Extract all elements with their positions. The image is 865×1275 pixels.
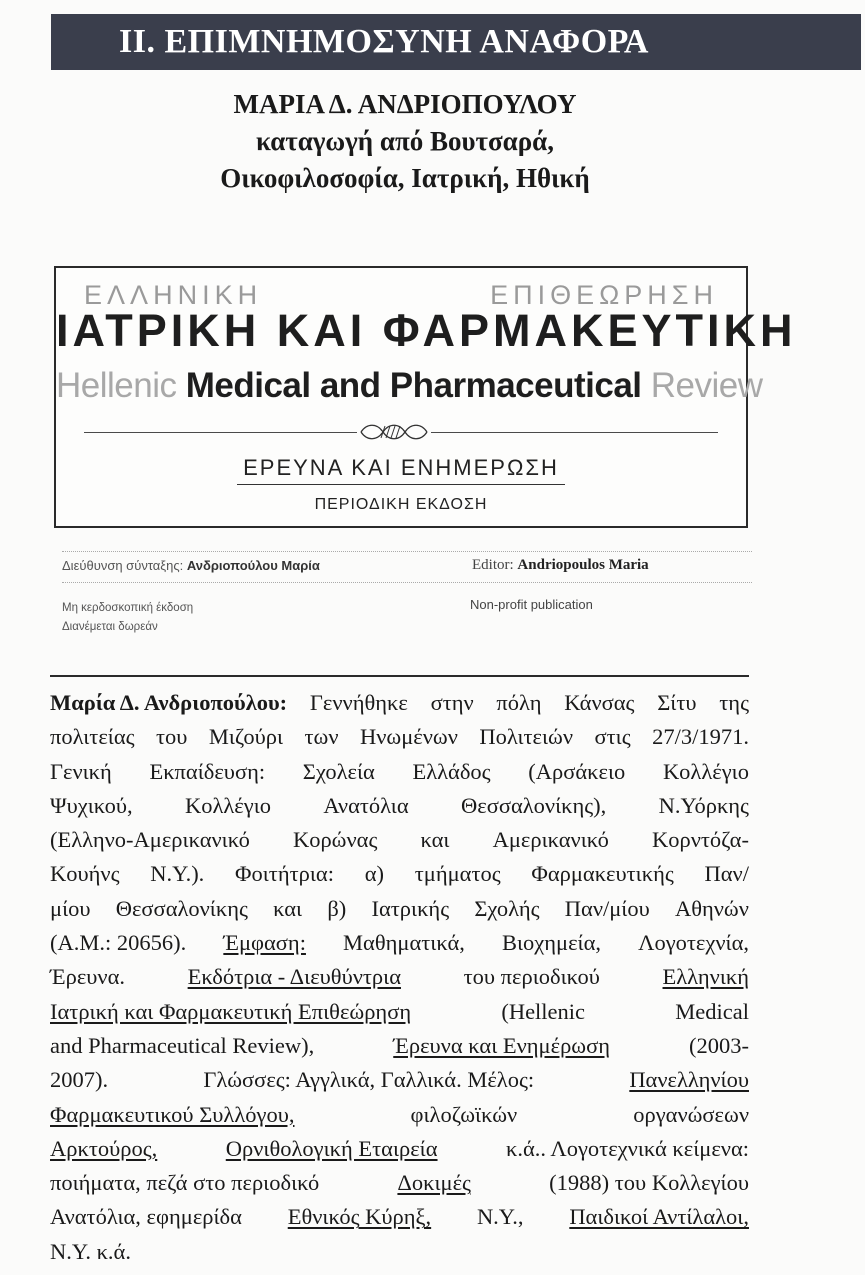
editor-english [472,557,649,574]
journal-subtitle-wrap [56,454,746,485]
journal-eng-left: Hellenic [56,366,177,405]
journal-top-right: ΕΠΙΘΕΩΡΗΣΗ [490,280,718,310]
bio-underlined-text: Ιατρική και Φαρμακευτική Επιθεώρηση [50,998,412,1024]
bio-word: Ν.Υόρκης [658,792,749,818]
bio-text: Ν.Υ. κ.ά. [50,1238,131,1264]
bio-line [50,789,749,823]
nonprofit-english: Non-profit publication [470,597,593,612]
editor-english-name: Andriopoulos Maria [517,557,649,573]
bio-line [50,892,749,926]
bio-text: Γλώσσες: Αγγλικά, Γαλλικά. Μέλος: [203,1067,535,1093]
bio-line [50,823,749,857]
section-title-bar [51,14,861,70]
bio-word: Ηνωμένων [359,724,458,750]
bio-word: Ν.Υ.). [150,861,205,887]
bio-text: φιλοζωϊκών [410,1101,518,1127]
bio-word: Αμερικανικό [492,827,609,853]
bio-word: πόλη [496,690,542,715]
bio-text: (Hellenic [501,998,586,1024]
bio-line [50,686,749,720]
bio-text: Medical [675,998,749,1024]
bio-underlined-text: Εκδότρια - Διευθύντρια [187,964,401,990]
bio-word: Ελλάδος [412,758,491,784]
journal-kind: ΠΕΡΙΟΔΙΚΗ ΕΚΔΟΣΗ [314,496,488,513]
bio-word: μίου [50,895,91,921]
journal-english-title [56,364,763,408]
journal-eng-right: Review [650,366,763,405]
bio-word: Μαθηματικά, [343,930,465,956]
biography [50,686,749,1269]
bio-word: Πολιτειών [479,724,574,750]
section-title: II. ΕΠΙΜΝΗΜΟΣΥΝΗ ΑΝΑΦΟΡΑ [119,23,649,60]
bio-text: του περιοδικού [463,964,600,990]
bio-word: Ανατόλια [323,792,409,818]
horizontal-rule [50,675,749,677]
bio-word: 27/3/1971. [652,724,749,750]
editor-greek-label: Διεύθυνση σύνταξης: [62,558,184,573]
bio-word: Ψυχικού, [50,792,133,818]
author-name: ΜΑΡΙΑ Δ. ΑΝΔΡΙΟΠΟΥΛΟΥ [233,89,577,119]
bio-word: Φοιτήτρια: [235,861,334,887]
bio-text: οργανώσεων [633,1101,749,1127]
bio-word: Κολλέγιο [184,792,271,818]
dotted-divider [62,582,752,583]
bio-underlined-text: Δοκιμές [397,1170,471,1196]
bio-text: and Pharmaceutical Review), [50,1032,315,1058]
bio-line [50,755,749,789]
bio-word: Κάνσας [564,690,635,715]
bio-line [50,926,749,960]
bio-word: β) [327,895,347,921]
editor-row [62,555,752,579]
bio-word: του [155,724,188,750]
journal-subtitle: ΕΡΕΥΝΑ ΚΑΙ ΕΝΗΜΕΡΩΣΗ [237,454,565,485]
bio-text: (Α.Μ.: 20656). [50,930,187,956]
journal-main-title: ΙΑΤΡΙΚΗ ΚΑΙ ΦΑΡΜΑΚΕΥΤΙΚΗ [56,305,797,356]
bio-word: Κουήνς [50,861,120,887]
bio-word: Θεσσαλονίκης), [461,792,607,818]
bio-word: Παν/μίου [564,895,650,921]
bio-underlined-text: Έρευνα και Ενημέρωση [393,1032,610,1058]
journal-top-left: ΕΛΛΗΝΙΚΗ [84,280,263,310]
nonprofit-greek-line1: Μη κερδοσκοπική έκδοση [62,602,194,614]
bio-text: κ.ά.. Λογοτεχνικά κείμενα: [506,1135,749,1161]
bio-word: Λογοτεχνία, [638,930,749,956]
bio-text: Ανατόλια, εφημερίδα [50,1204,242,1230]
bio-text: (1988) του Κολλεγίου [549,1170,749,1196]
bio-line [50,857,749,891]
bio-word: πολιτείας [50,724,135,750]
bio-underlined-text: Αρκτούρος, [50,1135,158,1161]
journal-masthead [54,266,797,528]
author-heading [0,86,810,197]
bio-word: της [719,690,749,715]
bio-line [50,995,749,1029]
bio-line [50,1029,749,1063]
dotted-divider [62,551,752,552]
bio-line [50,1235,749,1269]
bio-word: τμήματος [414,861,501,887]
bio-word: Κορώνας [292,827,378,853]
author-origin: καταγωγή από Βουτσαρά, [256,126,554,156]
bio-word: (Αρσάκειο [528,758,626,784]
bio-text: Ν.Υ., [476,1204,524,1230]
ornament-icon [357,419,431,445]
nonprofit-greek [62,599,193,637]
bio-underlined-text: Πανελληνίου [629,1067,749,1093]
bio-word: Φαρμακευτικής [531,861,674,887]
journal-eng-middle: Medical and Pharmaceutical [185,366,642,405]
bio-word: Σχολεία [302,758,375,784]
bio-line [50,720,749,754]
bio-word: Ιατρικής [371,895,450,921]
bio-underlined-text: Ορνιθολογική Εταιρεία [225,1135,438,1161]
bio-underlined-text: Παιδικοί Αντίλαλοι, [569,1204,749,1230]
editor-greek [62,558,320,573]
bio-word: των [304,724,339,750]
bio-line [50,1200,749,1234]
bio-word: Αθηνών [674,895,749,921]
bio-text: ποιήματα, πεζά στο περιοδικό [50,1170,320,1196]
bio-word: Παν/ [704,861,749,887]
editor-greek-name: Ανδριοπούλου Μαρία [186,558,320,573]
bio-word: και [273,895,303,921]
editor-english-label: Editor: [472,557,514,573]
bio-word: Εκπαίδευση: [149,758,266,784]
bio-word: Θεσσαλονίκης [115,895,248,921]
bio-text: 2007). [50,1067,109,1093]
bio-word: Κολλέγιο [662,758,749,784]
nonprofit-greek-line2: Διανέμεται δωρεάν [62,621,158,633]
author-fields: Οικοφιλοσοφία, Ιατρική, Ηθική [220,163,590,193]
bio-underlined-text: Έμφαση: [223,930,306,956]
bio-word: Σίτυ [657,690,697,715]
bio-underlined-text: Φαρμακευτικού Συλλόγου, [50,1101,295,1127]
bio-word: Μιζούρι [208,724,284,750]
bio-word: (Ελληνο-Αμερικανικό [50,827,250,853]
bio-line [50,960,749,994]
bio-name: Μαρία Δ. Ανδριοπούλου: [50,690,288,715]
bio-word: Γεννήθηκε [309,690,408,715]
bio-line [50,1166,749,1200]
bio-word: Γενική [50,758,112,784]
bio-line [50,1132,749,1166]
bio-underlined-text: Ελληνική [662,964,749,990]
bio-text: Έρευνα. [50,964,126,990]
bio-word: α) [364,861,384,887]
bio-word: Βιοχημεία, [501,930,602,956]
bio-line [50,1098,749,1132]
bio-text: (2003- [688,1032,749,1058]
bio-line [50,1063,749,1097]
bio-word: Κορντόζα- [651,827,749,853]
bio-underlined-text: Εθνικός Κύρηξ, [287,1204,432,1230]
bio-word: στην [430,690,474,715]
bio-word: στις [594,724,631,750]
bio-word: Σχολής [474,895,540,921]
bio-word: και [420,827,450,853]
